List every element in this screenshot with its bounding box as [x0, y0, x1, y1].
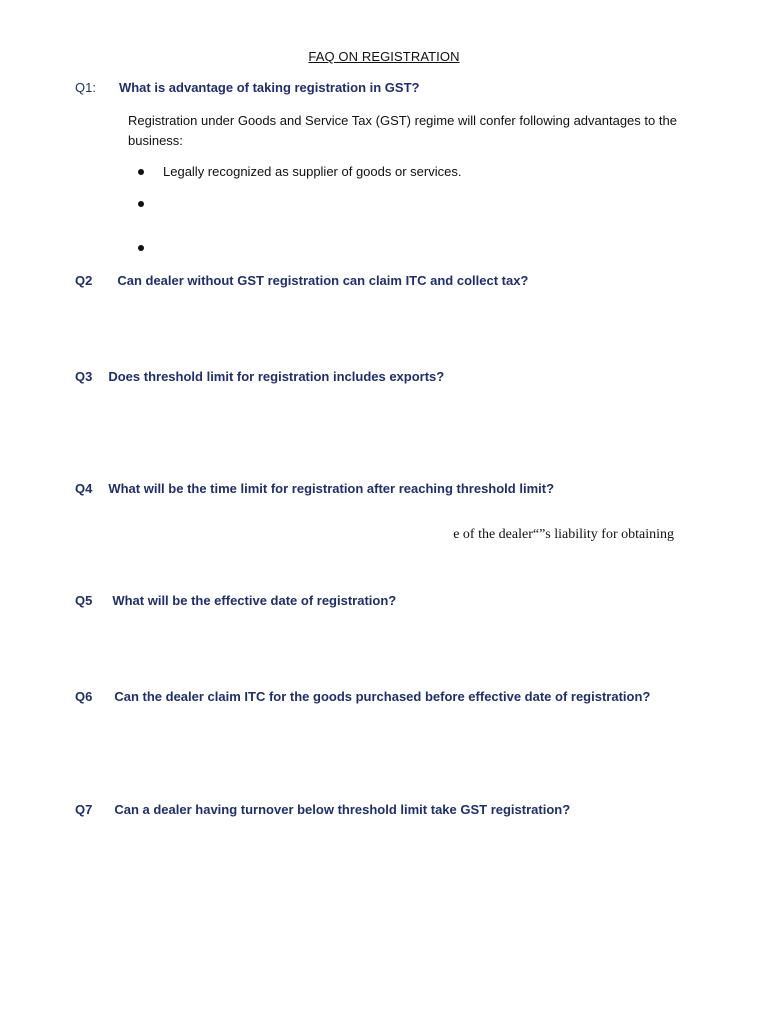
question-number: Q4 [75, 481, 93, 496]
question-number: Q1: [75, 80, 96, 95]
bullet-text: Legally recognized as supplier of goods or services. [163, 164, 462, 179]
question-5 [75, 593, 396, 608]
question-text: Can the dealer claim ITC for the goods purchased before effective date of registration? [114, 689, 651, 704]
question-2 [75, 273, 528, 288]
bullet-dot-icon [138, 169, 144, 175]
question-text: What is advantage of taking registration in GST? [118, 80, 420, 95]
question-number: Q2 [75, 273, 93, 288]
question-1 [75, 80, 419, 95]
page-title: FAQ ON REGISTRATION [308, 49, 460, 64]
question-3 [75, 369, 444, 384]
question-text: Can a dealer having turnover below threshold limit take GST registration? [114, 802, 571, 817]
answer-4-fragment: e of the dealer“”s liability for obtaining [453, 527, 674, 542]
question-number: Q6 [75, 689, 93, 704]
question-text: What will be the time limit for registration after reaching threshold limit? [108, 481, 555, 496]
question-text: What will be the effective date of registration? [112, 593, 397, 608]
question-number: Q5 [75, 593, 93, 608]
question-text: Does threshold limit for registration includes exports? [108, 369, 445, 384]
question-4 [75, 481, 554, 496]
question-text: Can dealer without GST registration can claim ITC and collect tax? [117, 273, 529, 288]
bullet-dot-icon [138, 245, 144, 251]
question-number: Q7 [75, 802, 93, 817]
question-6 [75, 689, 650, 704]
bullet-dot-icon [138, 201, 144, 207]
answer-1-intro: Registration under Goods and Service Tax (GST) regime will confer following advantages to the business: [128, 113, 677, 148]
question-number: Q3 [75, 369, 93, 384]
question-7 [75, 802, 570, 817]
